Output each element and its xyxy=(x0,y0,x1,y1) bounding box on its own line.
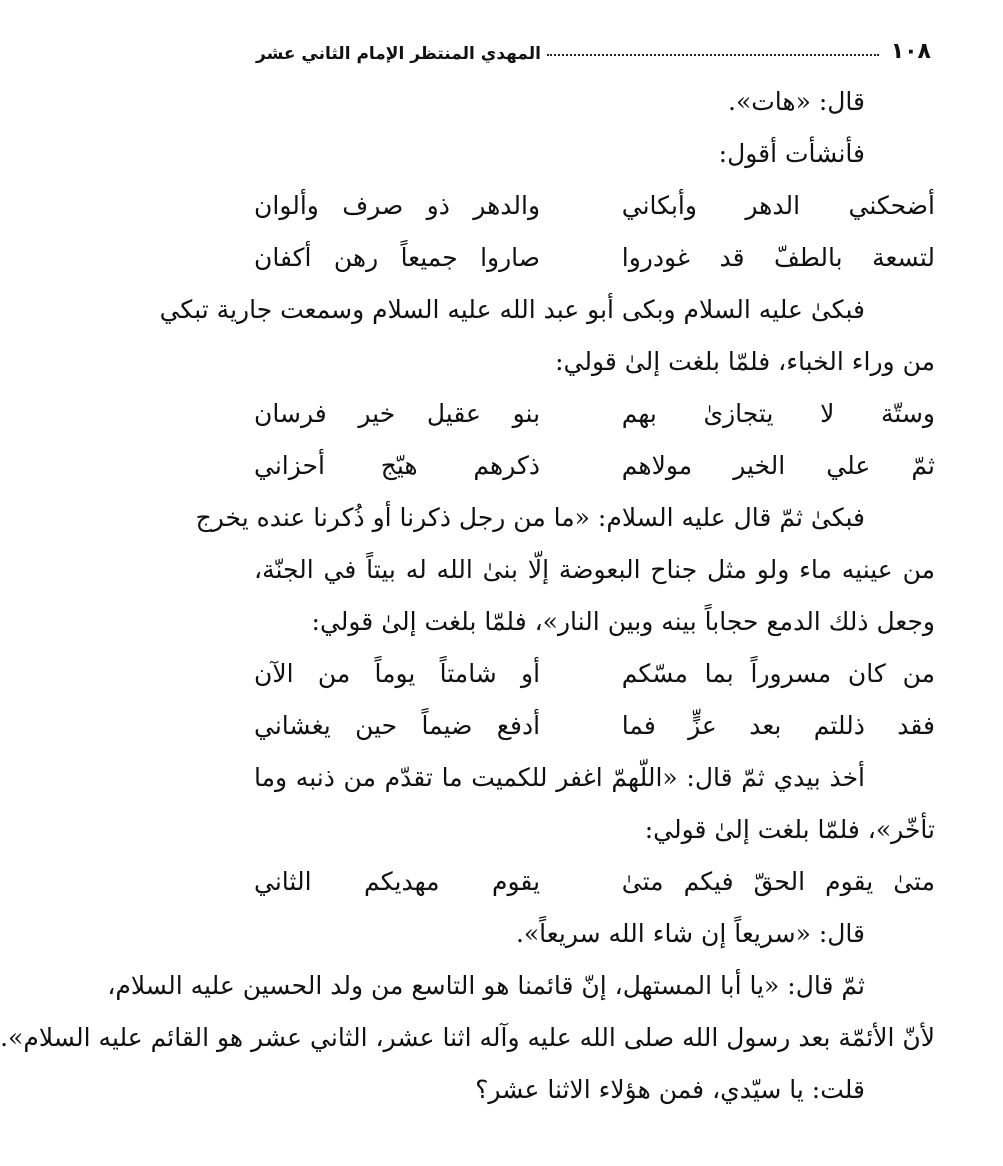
text-line: ثمّ قال: «يا أبا المستهل، إنّ قائمنا هو التاسع من ولد الحسين عليه السلام، xyxy=(107,971,865,1000)
page-header xyxy=(256,28,931,64)
verse-line xyxy=(254,232,935,284)
header-dotted-leader xyxy=(547,54,879,56)
verse-second-hemistich: ذكرهم هيّج أحزاني xyxy=(254,451,541,480)
text-line: لأنّ الأئمّة بعد رسول الله صلى الله عليه وآله اثنا عشر، الثاني عشر هو القائم عليه السلام». xyxy=(0,1023,935,1052)
text-line: قلت: يا سيّدي، فمن هؤلاء الاثنا عشر؟ xyxy=(475,1075,865,1104)
verse-first-hemistich: أضحكني الدهر وأبكاني xyxy=(621,191,935,220)
verse-first-hemistich: من كان مسروراً بما مسّكم xyxy=(621,659,935,688)
text-line: وجعل ذلك الدمع حجاباً بينه وبين النار»، فلمّا بلغت إلىٰ قولي: xyxy=(311,607,935,636)
verse-second-hemistich: بنو عقيل خير فرسان xyxy=(254,399,541,428)
text-line: من عينيه ماء ولو مثل جناح البعوضة إلّا بنىٰ الله له بيتاً في الجنّة، xyxy=(254,555,935,584)
verse-second-hemistich: أدفع ضيماً حين يغشاني xyxy=(254,711,541,740)
text-line: تأخّر»، فلمّا بلغت إلىٰ قولي: xyxy=(644,815,935,844)
text-line: فبكىٰ عليه السلام وبكى أبو عبد الله عليه السلام وسمعت جارية تبكي xyxy=(159,295,865,324)
verse-first-hemistich: فقد ذللتم بعد عزٍّ فما xyxy=(621,711,935,740)
verse-line xyxy=(254,180,935,232)
text-line: قال: «سريعاً إن شاء الله سريعاً». xyxy=(515,919,865,948)
verse-line xyxy=(254,648,935,700)
verse-line xyxy=(254,856,935,908)
text-line: فأنشأت أقول: xyxy=(718,139,865,168)
text-line: فبكىٰ ثمّ قال عليه السلام: «ما من رجل ذكرنا أو ذُكرنا عنده يخرج xyxy=(195,503,865,532)
verse-second-hemistich: والدهر ذو صرف وألوان xyxy=(254,191,541,220)
page-body xyxy=(0,76,935,1116)
text-line: من وراء الخباء، فلمّا بلغت إلىٰ قولي: xyxy=(555,347,935,376)
verse-first-hemistich: ثمّ علي الخير مولاهم xyxy=(621,451,935,480)
verse-second-hemistich: صاروا جميعاً رهن أكفان xyxy=(254,243,541,272)
verse-first-hemistich: لتسعة بالطفّ قد غودروا xyxy=(621,243,935,272)
running-title: المهدي المنتظر الإمام الثاني عشر xyxy=(256,44,541,64)
verse-line xyxy=(254,388,935,440)
verse-second-hemistich: يقوم مهديكم الثاني xyxy=(254,867,541,896)
verse-first-hemistich: وستّة لا يتجازىٰ بهم xyxy=(621,399,935,428)
text-line: قال: «هات». xyxy=(728,87,865,116)
verse-line xyxy=(254,700,935,752)
verse-first-hemistich: متىٰ يقوم الحقّ فيكم متىٰ xyxy=(621,867,935,896)
verse-line xyxy=(254,440,935,492)
text-line: أخذ بيدي ثمّ قال: «اللّهمّ اغفر للكميت ما تقدّم من ذنبه وما xyxy=(254,763,865,792)
verse-second-hemistich: أو شامتاً يوماً من الآن xyxy=(254,659,541,688)
page-number: ١٠٨ xyxy=(890,39,931,64)
